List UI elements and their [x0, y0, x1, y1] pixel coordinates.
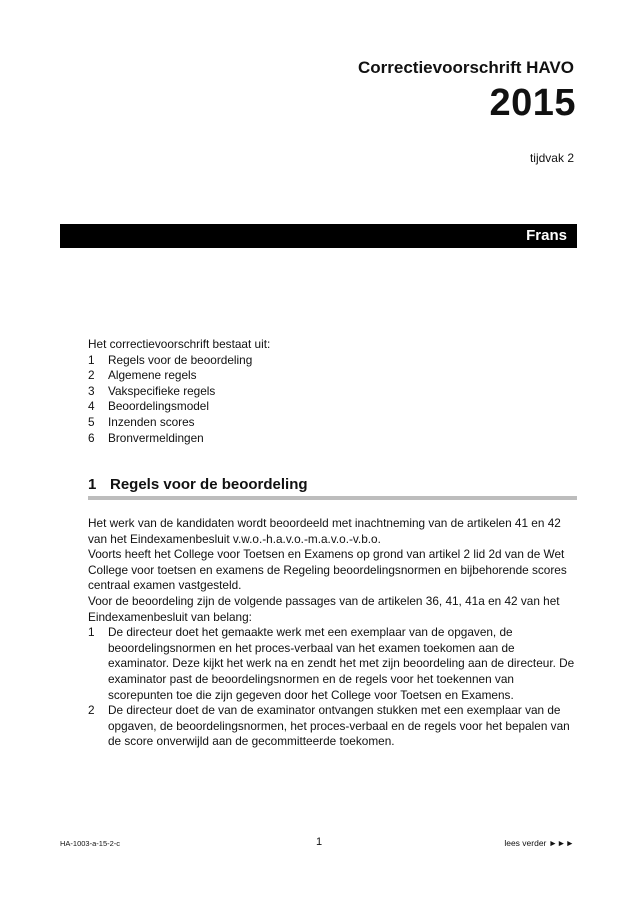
- section-divider: [88, 496, 577, 500]
- document-title: Correctievoorschrift HAVO: [357, 58, 574, 77]
- footer-code: HA-1003-a-15-2-c: [60, 839, 121, 848]
- section-number: 1: [88, 476, 97, 493]
- contents-item-label: Vakspecifieke regels: [108, 383, 216, 398]
- contents-item-label: Bronvermeldingen: [108, 430, 204, 445]
- page-number: 1: [316, 836, 323, 848]
- contents-item: [88, 353, 270, 369]
- section-title: Regels voor de beoordeling: [110, 476, 308, 493]
- rule-number: 2: [88, 703, 95, 718]
- body-paragraph: Voorts heeft het College voor Toetsen en Examens op grond van artikel 2 lid 2d van de Wet College voor toetsen en examens de Regeling beoordelingsnormen en bijbehorende scores centraal examen vastgesteld.: [88, 547, 567, 593]
- subject-bar: [60, 224, 577, 248]
- rule-item: [88, 703, 578, 750]
- body-paragraph: Voor de beoordeling zijn de volgende passages van de artikelen 36, 41, 41a en 42 van het Eindexamenbesluit van belang:: [88, 593, 560, 624]
- subject-label: Frans: [526, 227, 567, 244]
- contents-item: [88, 415, 270, 431]
- section-heading: [88, 476, 308, 493]
- contents-item-number: 1: [88, 352, 95, 367]
- rule-text: De directeur doet het gemaakte werk met een exemplaar van de opgaven, de beoordelingsnormen en het proces-verbaal van het examen toekomen aan de examinator. Deze kijkt het werk na en zendt het met zijn beoordeling aan de directeur. De examinator past de beoordelingsnormen en de regels voor het toekennen van scorepunten toe die zijn gegeven door het College voor Toetsen en Examens.: [108, 625, 575, 702]
- contents-item-number: 6: [88, 430, 95, 445]
- contents-item-number: 3: [88, 383, 95, 398]
- contents-list: [88, 337, 270, 446]
- document-year: 2015: [489, 82, 576, 124]
- contents-item-number: 4: [88, 399, 95, 414]
- contents-item: [88, 431, 270, 447]
- body-paragraph: Het werk van de kandidaten wordt beoordeeld met inachtneming van de artikelen 41 en 42 van het Eindexamenbesluit v.w.o.-h.a.v.o.-m.a.v.o.-v.b.o.: [88, 516, 561, 546]
- rule-text: De directeur doet de van de examinator ontvangen stukken met een exemplaar van de opgaven, de beoordelingsnormen, het proces-verbaal en de regels voor het bepalen van de score onverwijld aan de gecommitteerde toekomen.: [108, 703, 570, 749]
- rule-item: [88, 625, 578, 703]
- exam-period: tijdvak 2: [529, 151, 574, 165]
- contents-item-label: Regels voor de beoordeling: [108, 352, 253, 367]
- contents-item-label: Beoordelingsmodel: [108, 399, 209, 414]
- contents-item-label: Inzenden scores: [108, 414, 195, 429]
- continue-link[interactable]: lees verder ►►►: [504, 838, 574, 848]
- contents-item-number: 5: [88, 414, 95, 429]
- contents-item: [88, 399, 270, 415]
- section-body: [88, 516, 578, 750]
- contents-item-number: 2: [88, 368, 95, 383]
- rule-number: 1: [88, 625, 95, 640]
- contents-item-label: Algemene regels: [108, 368, 197, 383]
- contents-item: [88, 384, 270, 400]
- contents-item: [88, 368, 270, 384]
- contents-intro: Het correctievoorschrift bestaat uit:: [88, 337, 271, 351]
